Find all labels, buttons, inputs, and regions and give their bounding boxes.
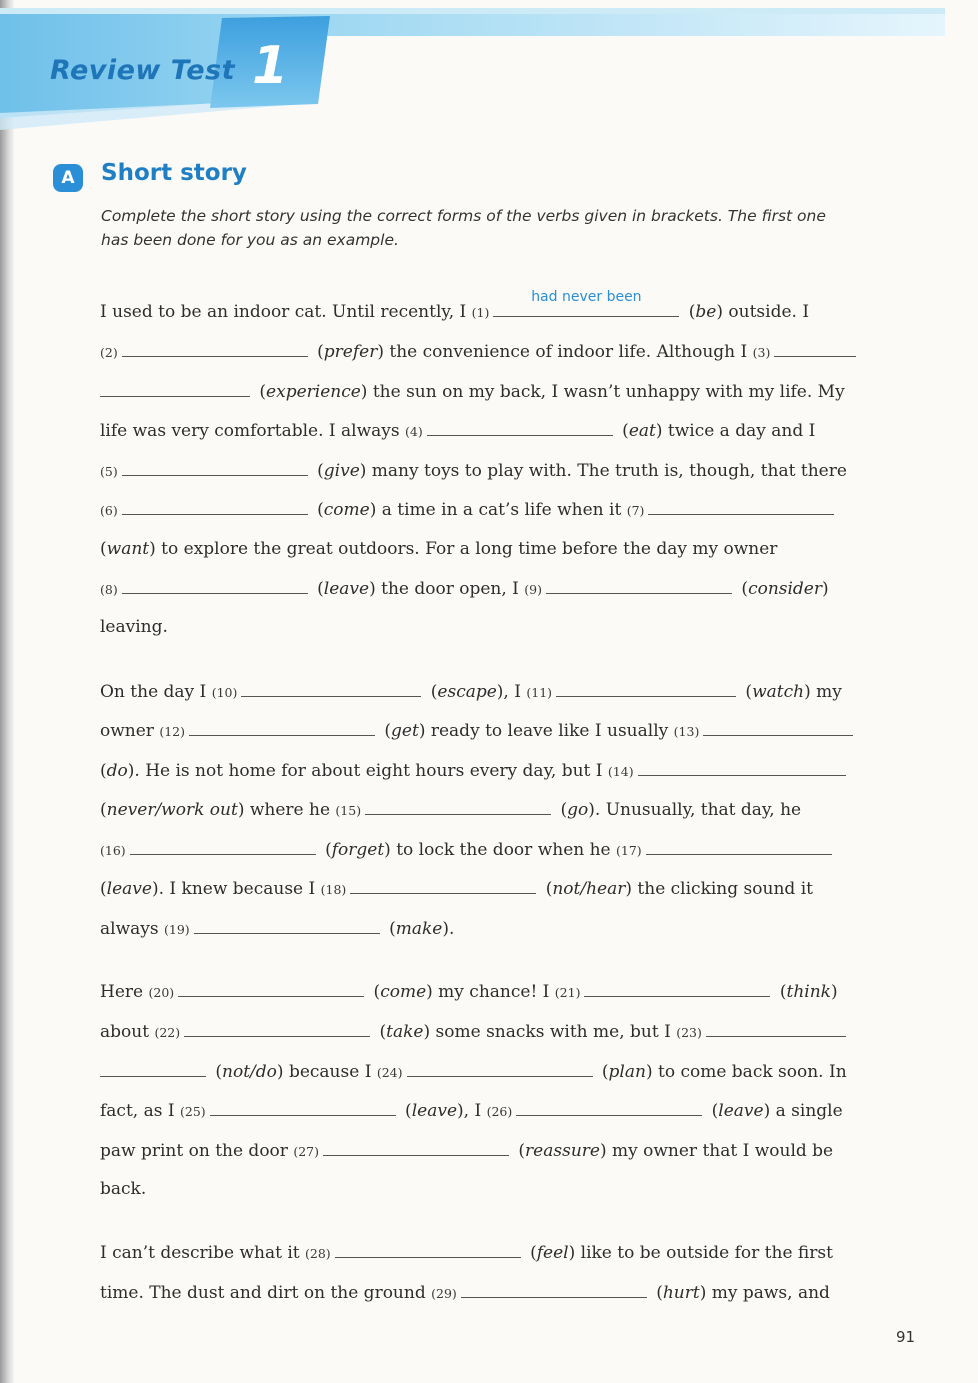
answer-blank-3-cont[interactable] [100,376,250,397]
answer-blank-20[interactable] [178,976,364,997]
answer-blank-25[interactable] [210,1095,396,1116]
section-title: Short story [101,160,247,186]
page-spine-shadow [0,0,14,1383]
answer-blank-22[interactable] [184,1016,370,1037]
answer-blank-14[interactable] [638,755,846,776]
answer-blank-13[interactable] [703,715,853,736]
answer-blank-10[interactable] [241,676,421,697]
answer-blank-11[interactable] [556,676,736,697]
answer-blank-3[interactable] [774,336,856,357]
answer-blank-26[interactable] [516,1095,702,1116]
answer-blank-17[interactable] [646,834,832,855]
answer-blank-6[interactable] [122,494,308,515]
answer-blank-2[interactable] [122,336,308,357]
workbook-page: Review Test 1 A Short story Complete the short story using the correct forms of the verbs given in brackets. The first one has been done for you as an example. I used to be an indoor cat. Until recently, I (1) had never been (be) outside. I (2) (prefer) the convenience of indoor life. Although I (3) (experience) the sun on my back, I wasn’t unhappy with my life. My life was very comfortable. I always (4) (eat) twice a day and I (5) (give) many toys to play with. The truth is, though, that there (6) (come) a time in a cat’s life when it (7) (want) to explore the great outdoors. For a long time before the day my owner (8) (leave) the door open, I (9) (consider) leaving. On the day I (10) (escape), I (11) (watch) my owner (12) (get) ready to leave like I usually (13) (do). He is not home for about eight hours every day, but I (14) (never/work out) where he (15) (go). Unusually, that day, he (16) (forget) to lock the door when he (17) (leave). I knew because I (18) (not/hear) the clicking sound it always (19) (make). Here (20) (come) my chance! I (21) (think) about (22) (take) some snacks with me, but I (23) (not/do) because I (24) (plan) to come back soon. In fact, as I (25) (leave), I (26) (leave) a single paw print on the door (27) (reassure) my owner that I would be back. I can’t describe what it (28) (feel) like to be outside for the first time. The dust and dirt on the ground (29) (hurt) my paws, and 91 [0,0,978,1383]
answer-blank-7[interactable] [648,494,834,515]
page-number: 91 [896,1328,916,1346]
section-badge: A [53,164,83,192]
answer-blank-1[interactable] [493,289,679,317]
review-test-title: Review Test [50,55,235,86]
answer-blank-8[interactable] [122,573,308,594]
answer-blank-18[interactable] [350,873,536,894]
answer-blank-28[interactable] [335,1237,521,1258]
answer-blank-16[interactable] [130,834,316,855]
answer-blank-23-cont[interactable] [100,1056,206,1077]
answer-blank-23[interactable] [706,1016,846,1037]
answer-blank-15[interactable] [365,794,551,815]
answer-blank-12[interactable] [189,715,375,736]
review-test-number: 1 [252,36,289,96]
example-answer: had never been [531,289,642,305]
answer-blank-4[interactable] [427,415,613,436]
instructions: Complete the short story using the correct forms of the verbs given in brackets. The first one has been done for you as an example. [101,207,826,249]
answer-blank-5[interactable] [122,455,308,476]
answer-blank-29[interactable] [461,1277,647,1298]
answer-blank-9[interactable] [546,573,732,594]
answer-blank-21[interactable] [584,976,770,997]
answer-blank-27[interactable] [323,1135,509,1156]
answer-blank-24[interactable] [407,1056,593,1077]
answer-blank-19[interactable] [194,913,380,934]
